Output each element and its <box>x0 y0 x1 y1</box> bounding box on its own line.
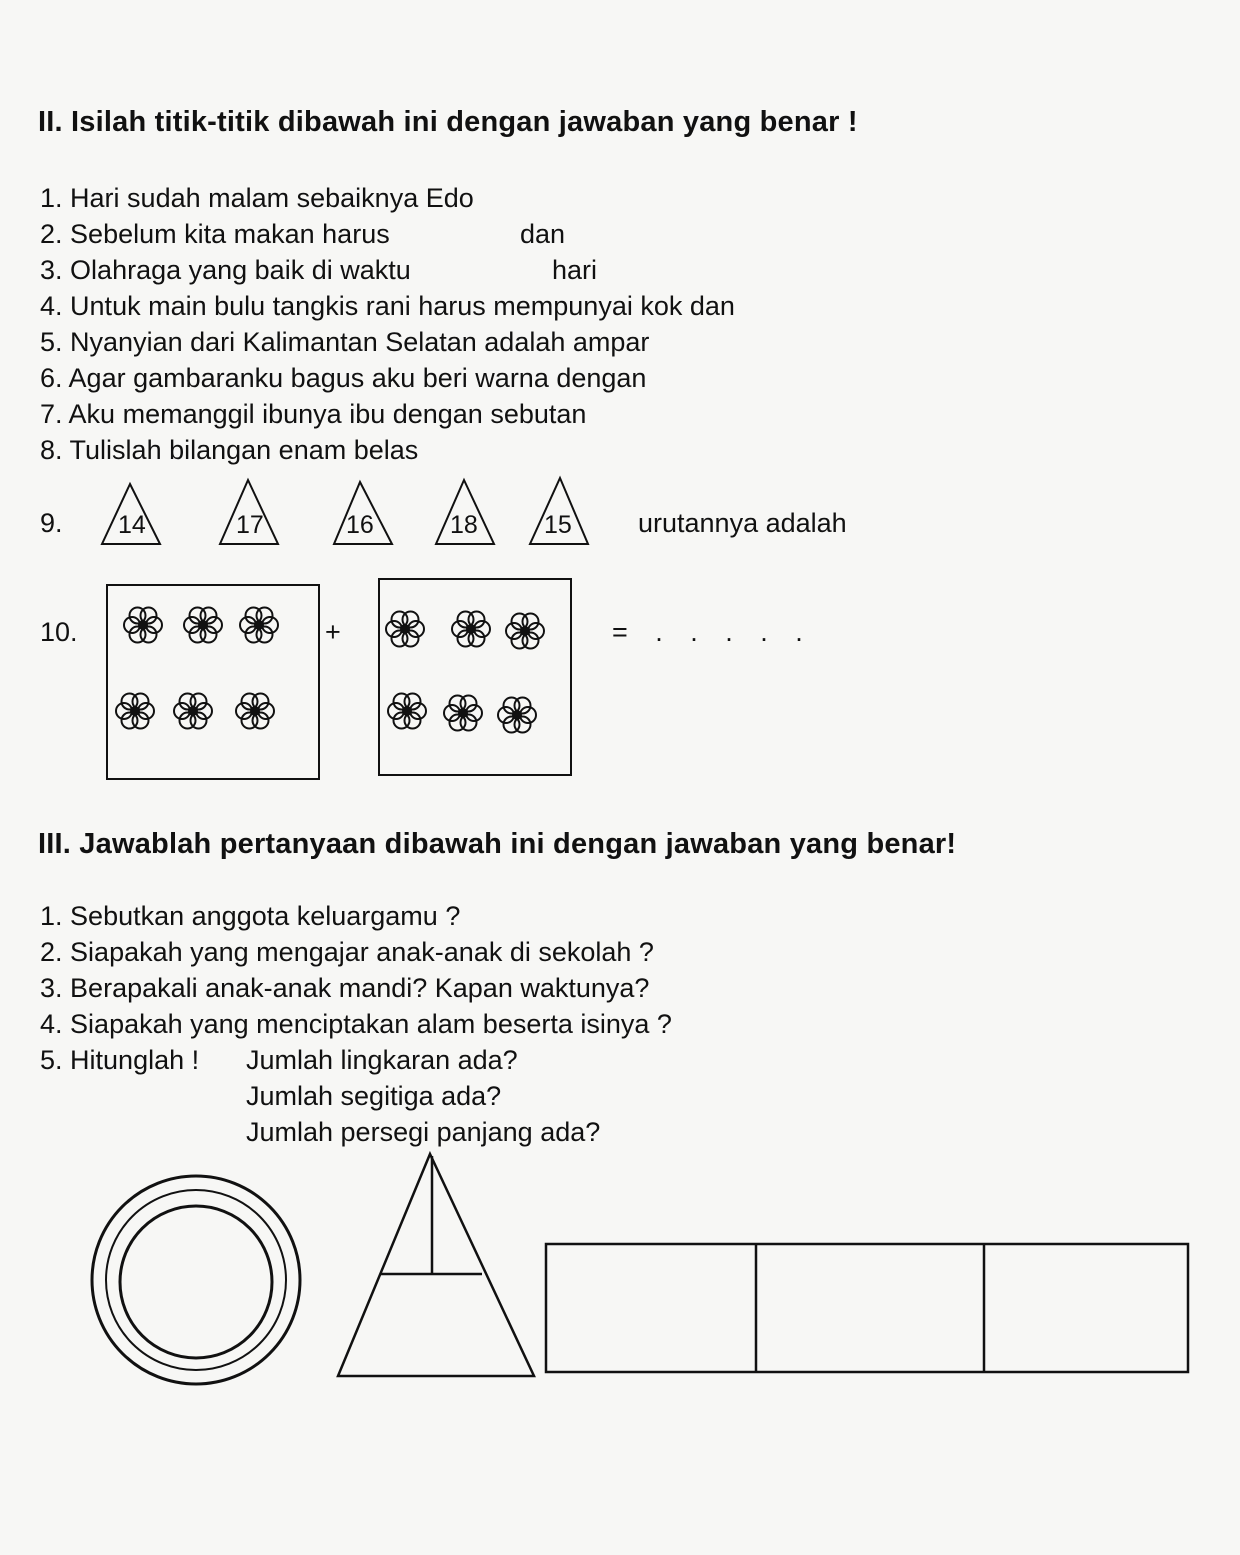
list-item <box>40 1042 199 1078</box>
item-text: Aku memanggil ibunya ibu dengan sebutan <box>68 399 587 429</box>
list-item <box>40 898 460 934</box>
item-number: 6. <box>40 363 63 393</box>
item-text: Sebutkan anggota keluargamu ? <box>70 901 461 931</box>
item-text: Nyanyian dari Kalimantan Selatan adalah ampar <box>70 327 650 357</box>
concentric-circles <box>88 1170 308 1390</box>
plus-sign: + <box>325 617 341 647</box>
item-number: 3. <box>40 255 63 285</box>
flower-icon <box>440 690 486 736</box>
list-item <box>40 934 654 970</box>
flower-icon <box>112 688 158 734</box>
item-text: Siapakah yang menciptakan alam beserta isinya ? <box>70 1009 672 1039</box>
flower-icon <box>494 692 540 738</box>
flower-icon <box>382 606 428 652</box>
flower-icon <box>120 602 166 648</box>
triangle-number: 16 <box>346 511 374 539</box>
item-number: 5. <box>40 1045 63 1075</box>
count-question: Jumlah persegi panjang ada? <box>246 1117 601 1147</box>
item-tail: dan <box>520 219 566 249</box>
flower-icon <box>384 688 430 734</box>
list-item <box>40 970 649 1006</box>
list-item <box>40 360 646 396</box>
list-item <box>40 288 735 324</box>
flower-icon <box>502 608 548 654</box>
item-text: Tulislah bilangan enam belas <box>69 435 419 465</box>
item-number: 1. <box>40 901 63 931</box>
item-text: Sebelum kita makan harus <box>70 219 390 249</box>
middle-circle <box>106 1190 286 1370</box>
flower-icon <box>236 602 282 648</box>
item-number: 2. <box>40 937 63 967</box>
item-text: Siapakah yang mengajar anak-anak di sekolah ? <box>70 937 654 967</box>
item-text: Untuk main bulu tangkis rani harus mempunyai kok dan <box>70 291 735 321</box>
item-text: Agar gambaranku bagus aku beri warna dengan <box>68 363 647 393</box>
list-item <box>40 396 586 432</box>
item-number: 7. <box>40 399 63 429</box>
item-number: 1. <box>40 183 63 213</box>
item-number: 3. <box>40 973 63 1003</box>
item-text: Olahraga yang baik di waktu <box>70 255 411 285</box>
flower-icon <box>170 688 216 734</box>
item-text: Berapakali anak-anak mandi? Kapan waktunya? <box>70 973 650 1003</box>
list-item <box>40 324 649 360</box>
flower-icon <box>448 606 494 652</box>
outer-rectangle <box>546 1244 1188 1372</box>
list-item <box>40 432 418 468</box>
outer-triangle <box>338 1154 534 1376</box>
triangle-number: 18 <box>450 511 478 539</box>
item-number: 8. <box>40 435 63 465</box>
list-item <box>40 1006 672 1042</box>
divided-triangle <box>334 1150 540 1382</box>
item-text: Hitunglah ! <box>70 1045 200 1075</box>
triangle-number: 17 <box>236 511 264 539</box>
inner-circle <box>120 1206 272 1358</box>
section-2-heading: II. Isilah titik-titik dibawah ini dengan jawaban yang benar ! <box>38 106 858 138</box>
item-tail: hari <box>552 255 598 285</box>
q10-number: 10. <box>40 617 78 647</box>
list-item <box>40 252 411 288</box>
triangle-number: 15 <box>544 511 572 539</box>
item-number: 5. <box>40 327 63 357</box>
q9-number: 9. <box>40 508 63 538</box>
list-item <box>40 216 390 252</box>
flower-icon <box>232 688 278 734</box>
count-question: Jumlah segitiga ada? <box>246 1081 502 1111</box>
section-3-heading: III. Jawablah pertanyaan dibawah ini dengan jawaban yang benar! <box>38 828 957 860</box>
item-text: Hari sudah malam sebaiknya Edo <box>70 183 474 213</box>
q9-suffix: urutannya adalah <box>638 508 847 538</box>
item-number: 2. <box>40 219 63 249</box>
divided-rectangle <box>540 1236 1196 1380</box>
equals-blank: = . . . . . <box>612 617 813 647</box>
triangle-number: 14 <box>118 511 146 539</box>
list-item <box>40 180 474 216</box>
item-number: 4. <box>40 291 63 321</box>
flower-icon <box>180 602 226 648</box>
count-question: Jumlah lingkaran ada? <box>246 1045 518 1075</box>
item-number: 4. <box>40 1009 63 1039</box>
